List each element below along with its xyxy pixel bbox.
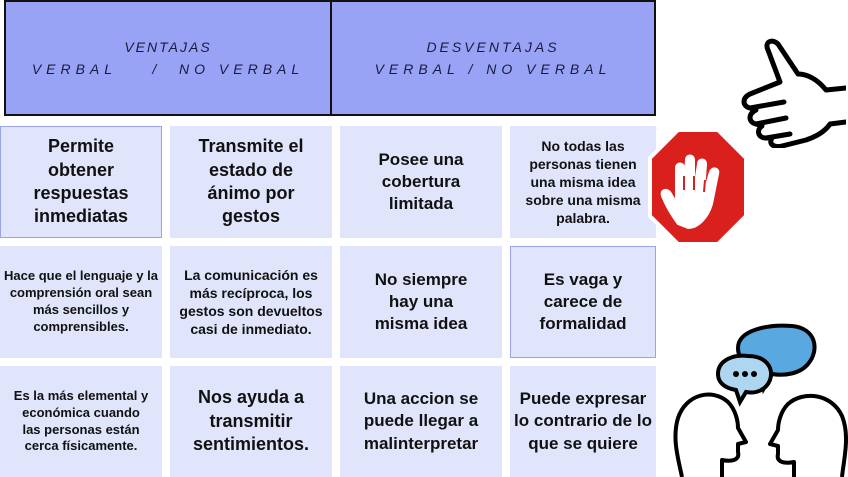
cell-r3-c1: Es la más elemental y económica cuando las personas están cerca físicamente. — [0, 366, 162, 477]
header-desventajas — [330, 0, 656, 116]
desventajas-title: DESVENTAJAS — [426, 39, 560, 55]
cell-r2-c2: La comunicación es más recíproca, los gestos son devueltos casi de inmediato. — [170, 246, 332, 358]
cell-r2-c3: No siempre hay una misma idea — [340, 246, 502, 358]
cell-r2-c4: Es vaga y carece de formalidad — [510, 246, 656, 358]
stop-hand-icon — [648, 128, 748, 246]
cell-r1-c2: Transmite el estado de ánimo por gestos — [170, 126, 332, 238]
cell-r2-c1: Hace que el lenguaje y la comprensión oral sean más sencillos y comprensibles. — [0, 246, 162, 358]
ventajas-subtitle: VERBAL / NO VERBAL — [31, 61, 305, 77]
cell-r3-c4: Puede expresar lo contrario de lo que se quiere — [510, 366, 656, 477]
cell-r1-c1: Permite obtener respuestas inmediatas — [0, 126, 162, 238]
cell-r3-c2: Nos ayuda a transmitir sentimientos. — [170, 366, 332, 477]
talking-heads-icon — [668, 318, 848, 477]
cell-r1-c3: Posee una cobertura limitada — [340, 126, 502, 238]
desventajas-subtitle: VERBAL / NO VERBAL — [374, 61, 612, 77]
ventajas-title: VENTAJAS — [124, 39, 212, 55]
cell-r1-c4: No todas las personas tienen una misma idea sobre una misma palabra. — [510, 126, 656, 238]
cell-r3-c3: Una accion se puede llegar a malinterpretar — [340, 366, 502, 477]
header-ventajas — [4, 0, 332, 116]
